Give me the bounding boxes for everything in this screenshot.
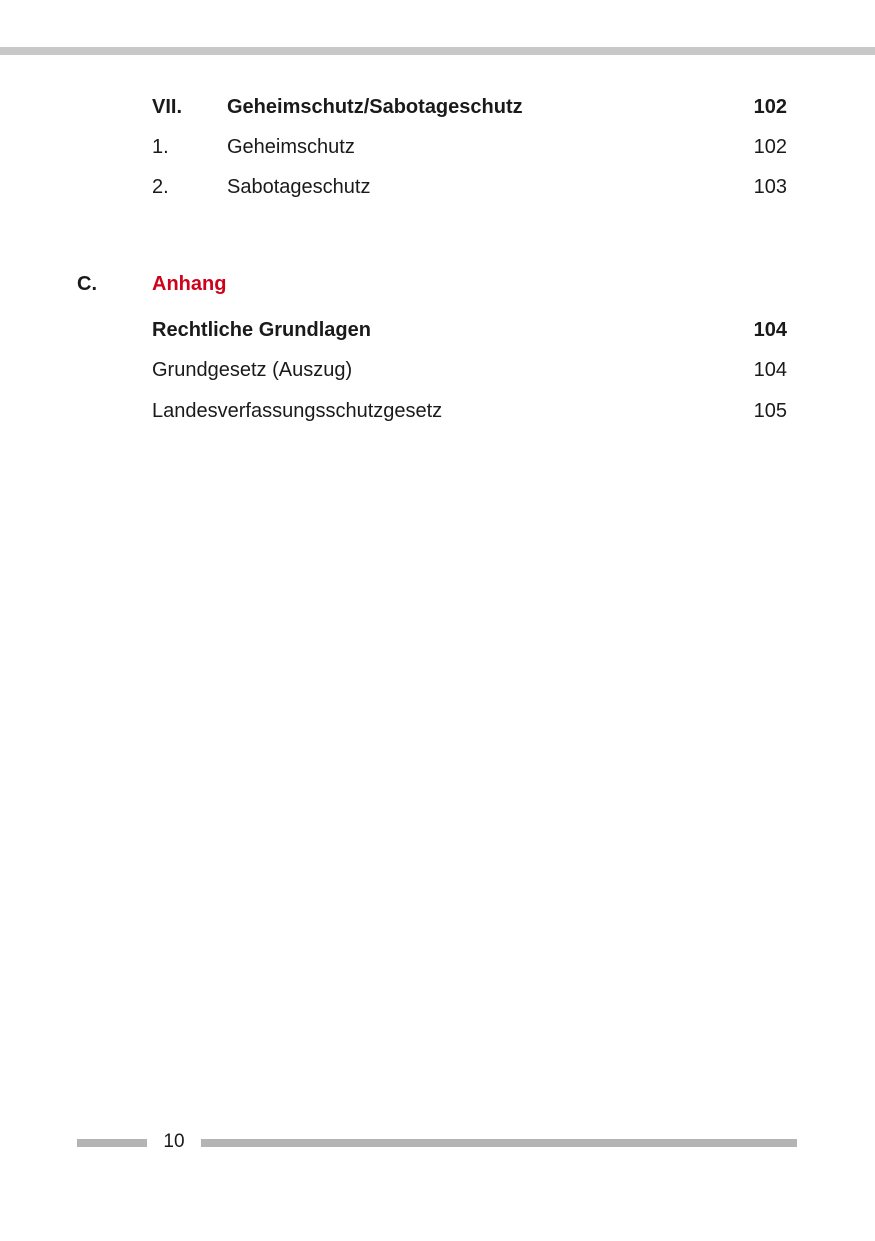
toc-heading-title: Rechtliche Grundlagen xyxy=(152,319,371,341)
toc-heading-number: VII. xyxy=(152,96,183,118)
footer-rule-right xyxy=(201,1139,797,1147)
toc-entry-title: Sabotageschutz xyxy=(227,176,371,198)
toc-heading-vii[interactable] xyxy=(0,94,875,120)
toc-heading-page: 102 xyxy=(753,96,787,118)
section-letter: C. xyxy=(77,273,97,295)
toc-entry-page: 105 xyxy=(753,400,787,422)
toc-entry-title: Grundgesetz (Auszug) xyxy=(152,359,353,381)
toc-entry-title: Geheimschutz xyxy=(227,136,355,158)
toc-entry[interactable] xyxy=(0,134,875,160)
header-rule xyxy=(0,47,875,55)
toc-entry-title: Landesverfassungsschutzgesetz xyxy=(152,400,443,422)
section-c-heading xyxy=(0,271,875,297)
toc-entry-page: 104 xyxy=(753,359,787,381)
toc-entry-page: 103 xyxy=(753,176,787,198)
toc-entry[interactable] xyxy=(0,398,875,424)
toc-entry[interactable] xyxy=(0,174,875,200)
page-number: 10 xyxy=(163,1131,185,1152)
toc-heading-page: 104 xyxy=(753,319,787,341)
toc-entry-number: 1. xyxy=(152,136,169,158)
toc-heading-title: Geheimschutz/Sabotageschutz xyxy=(227,96,523,118)
toc-entry-number: 2. xyxy=(152,176,169,198)
section-title: Anhang xyxy=(152,273,227,295)
toc-entry-page: 102 xyxy=(753,136,787,158)
toc-entry[interactable] xyxy=(0,357,875,383)
toc-heading-legal[interactable] xyxy=(0,317,875,343)
footer-rule-left xyxy=(77,1139,147,1147)
